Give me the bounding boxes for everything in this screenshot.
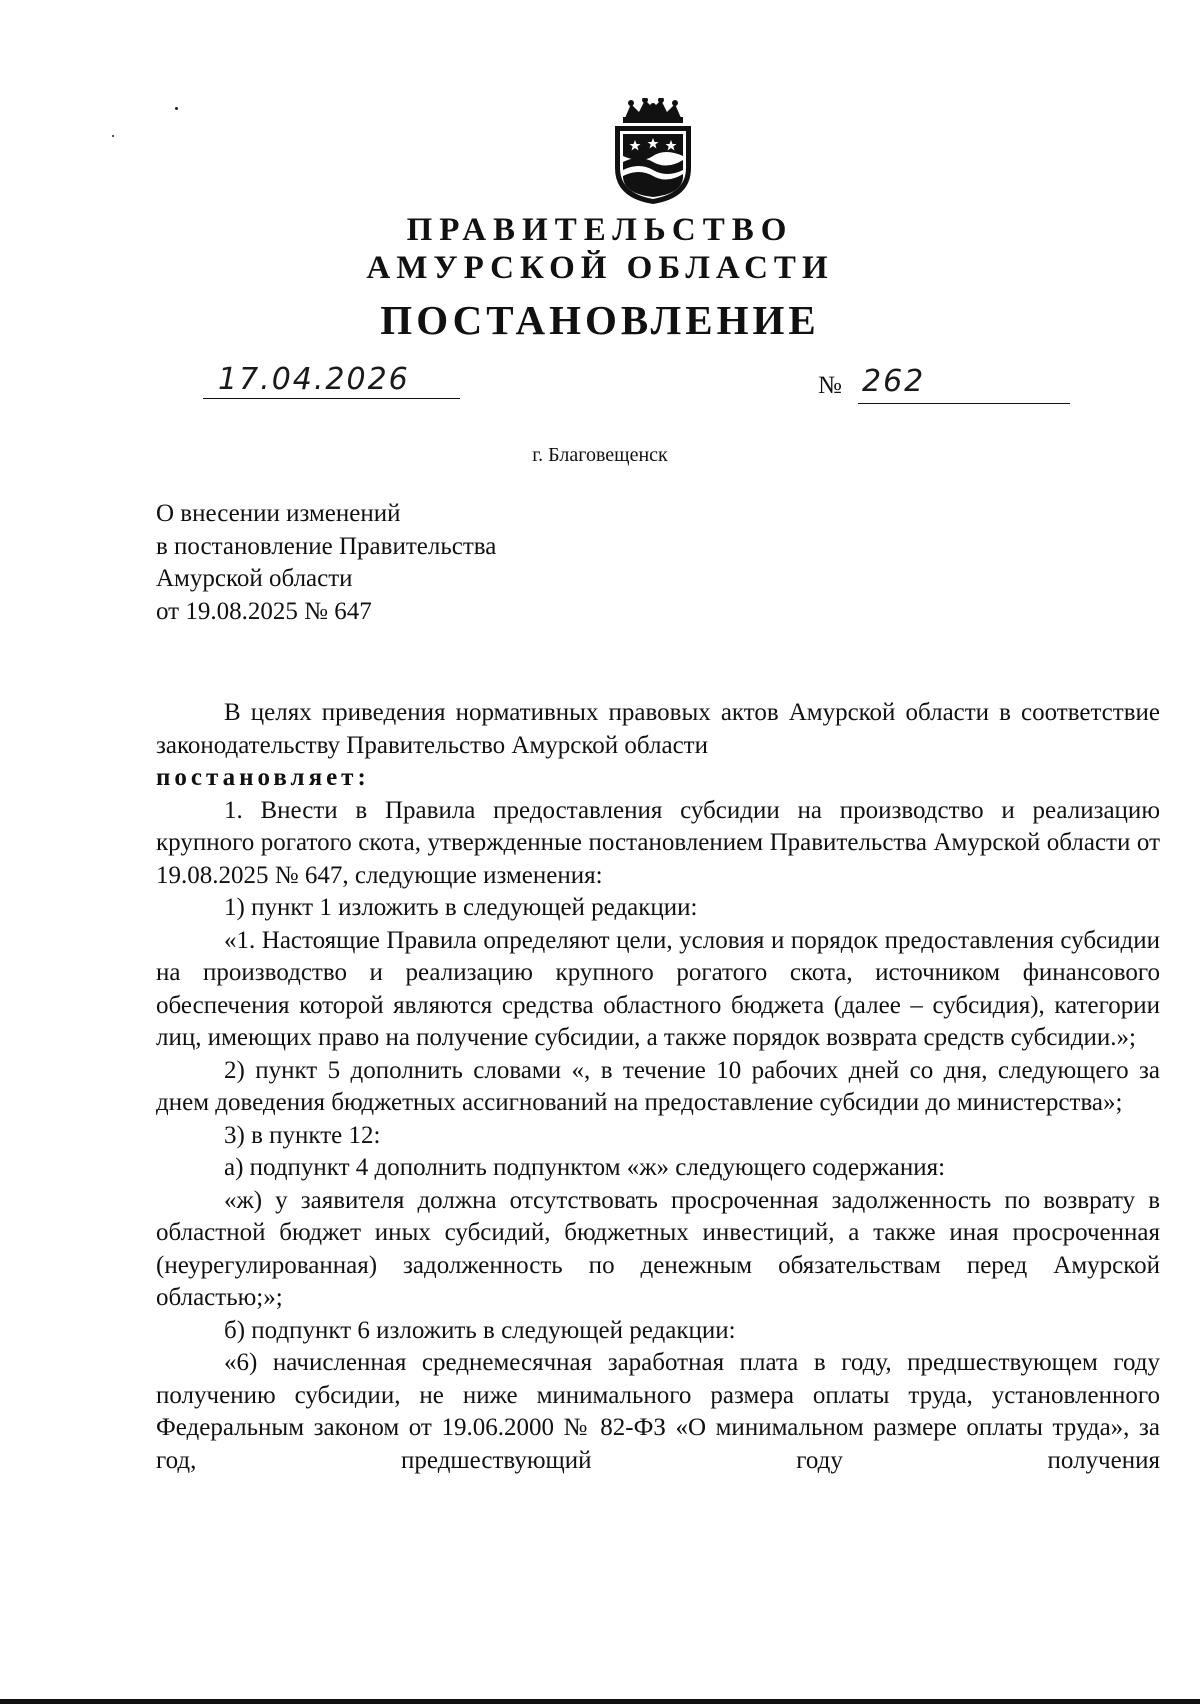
document-type-title: ПОСТАНОВЛЕНИЕ <box>380 297 820 343</box>
body-paragraph-item-1: 1. Внести в Правила предоставления субсидии на производство и реализацию крупного рогатого скота, утвержденные постановлением Правительства Амурской области от 19.08.2025 № 647, следующие изменения: <box>156 796 1160 889</box>
body-paragraph-quote-6: «6) начисленная среднемесячная заработная плата в году, предшествующем году получению субсидии, не ниже минимального размера оплаты труда, установленного Федеральным законом от 19.06.2000 № 82-ФЗ «О минимальном размере оплаты труда», за год, предшествующий году получения <box>156 1349 1160 1474</box>
subject-line: от 19.08.2025 № 647 <box>156 597 372 625</box>
document-body <box>156 697 1160 1477</box>
city-line: г. Благовещенск <box>532 444 668 466</box>
document-subject <box>156 498 496 628</box>
handwritten-date: 17.04.2026 <box>218 362 410 397</box>
region-title: АМУРСКОЙ ОБЛАСТИ <box>366 250 834 286</box>
number-label: № <box>818 372 842 399</box>
resolves-keyword: постановляет: <box>156 764 370 791</box>
scan-speck <box>175 107 178 110</box>
scan-bottom-edge <box>0 1699 1200 1704</box>
subject-line: в постановление Правительства <box>156 532 497 560</box>
body-paragraph-subitem-3a: а) подпункт 4 дополнить подпунктом «ж» следующего содержания: <box>224 1154 946 1181</box>
number-underline <box>858 403 1070 404</box>
subject-line: О внесении изменений <box>156 500 401 527</box>
amur-region-coat-of-arms-icon <box>605 98 701 206</box>
date-underline <box>203 398 460 399</box>
body-paragraph-subitem-2: 2) пункт 5 дополнить словами «, в течение 10 рабочих дней со дня, следующего за днем доведения бюджетных ассигнований на предоставление субсидии до министерства»; <box>156 1056 1160 1116</box>
handwritten-number: 262 <box>862 364 926 399</box>
body-paragraph-quote-zh: «ж) у заявителя должна отсутствовать просроченная задолженность по возврату в областной бюджет иных субсидий, бюджетных инвестиций, а также иная просроченная (неурегулированная) задолженность по денежным обязательствам перед Амурской областью;»; <box>156 1186 1160 1311</box>
body-paragraph-preamble: В целях приведения нормативных правовых актов Амурской области в соответствие законодательству Правительство Амурской области <box>156 699 1160 759</box>
body-paragraph-subitem-3b: б) подпункт 6 изложить в следующей редакции: <box>224 1316 736 1344</box>
body-paragraph-subitem-3: 3) в пункте 12: <box>224 1121 381 1149</box>
government-title: ПРАВИТЕЛЬСТВО <box>406 212 794 248</box>
scan-speck <box>112 135 114 137</box>
body-paragraph-subitem-1: 1) пункт 1 изложить в следующей редакции: <box>224 894 698 921</box>
body-paragraph-quote-1: «1. Настоящие Правила определяют цели, условия и порядок предоставления субсидии на производство и реализацию крупного рогатого скота, источником финансового обеспечения которой являются средства областного бюджета (далее – субсидия), категории лиц, имеющих право на получение субсидии, а также порядок возврата средств субсидии.»; <box>156 926 1160 1051</box>
subject-line: Амурской области <box>156 565 353 592</box>
